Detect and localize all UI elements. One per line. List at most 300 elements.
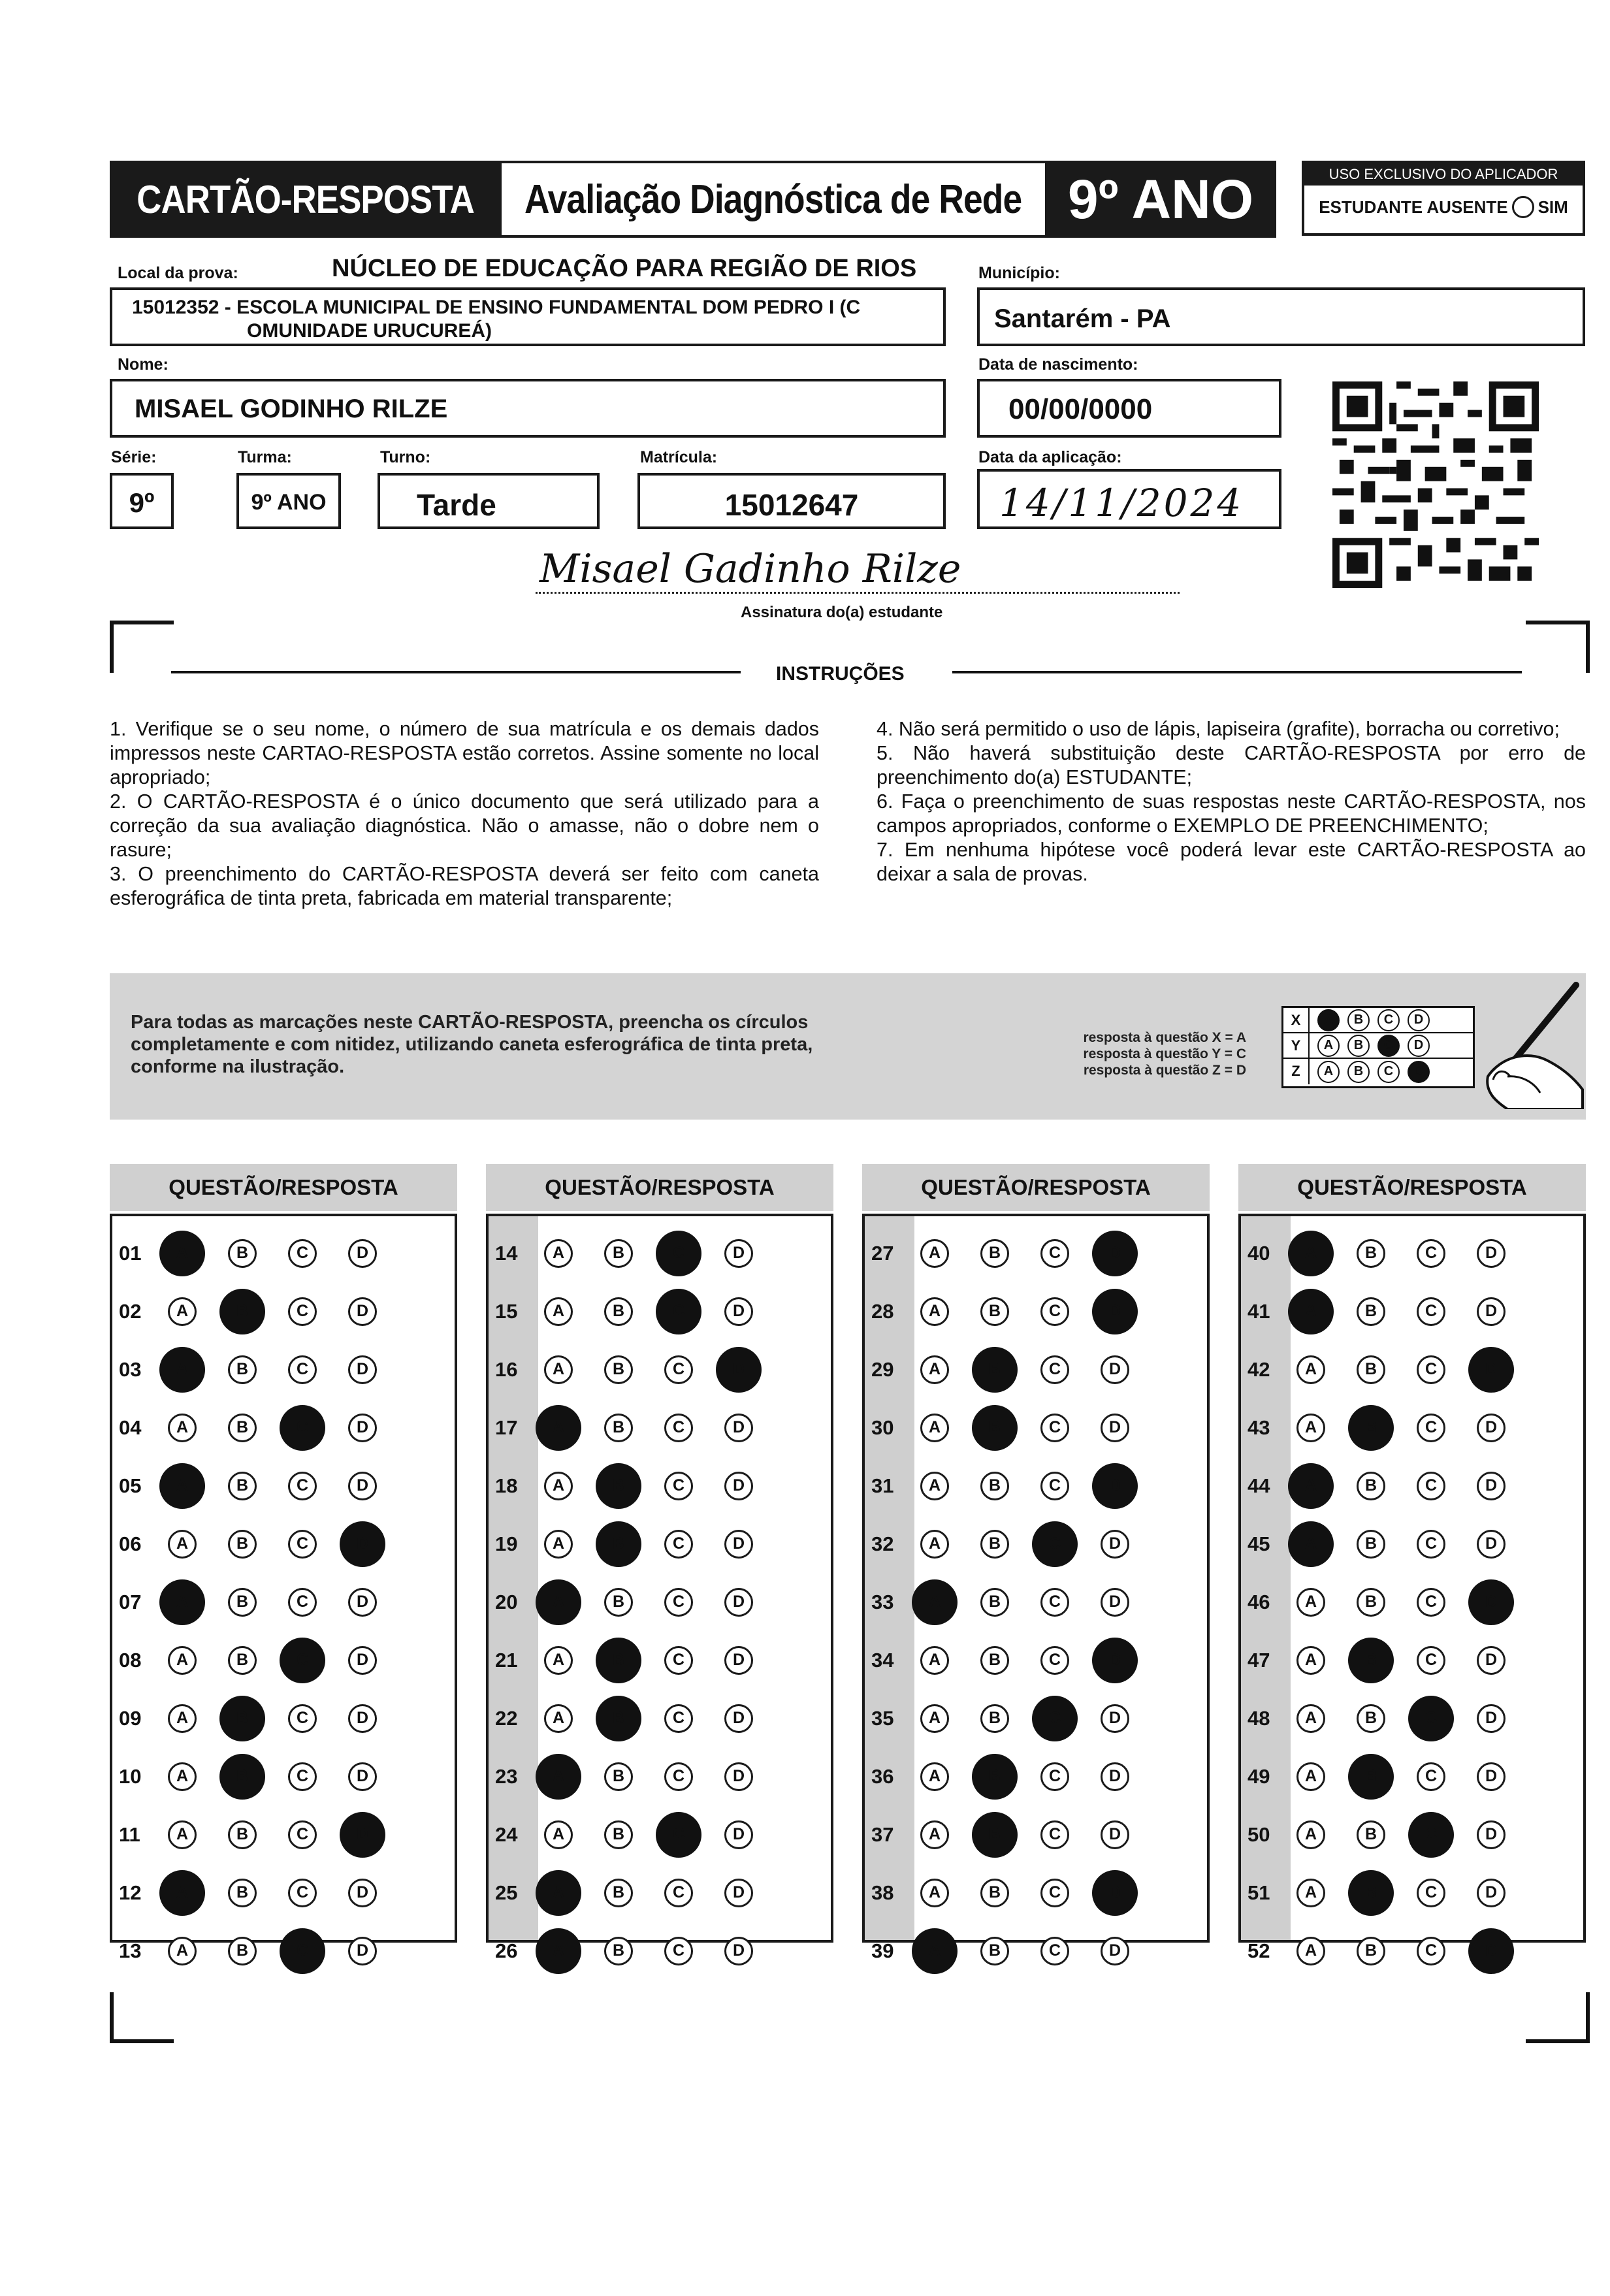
answer-bubble-a[interactable]: A xyxy=(159,1463,205,1509)
answer-bubble-a[interactable]: A xyxy=(1296,1588,1325,1617)
answer-bubble-d[interactable]: D xyxy=(1477,1820,1505,1849)
question-row xyxy=(112,1864,408,1922)
question-row xyxy=(112,1515,408,1573)
answer-bubble-b[interactable]: B xyxy=(219,1696,265,1741)
answer-bubble-b[interactable]: B xyxy=(228,1414,257,1442)
answer-bubble-a[interactable]: A xyxy=(1288,1289,1334,1334)
example-label-y: resposta à questão Y = C xyxy=(1083,1046,1246,1061)
question-number: 26 xyxy=(495,1939,518,1962)
exam-title: Avaliação Diagnóstica de Rede xyxy=(524,176,1022,222)
answer-bubble-d[interactable]: D xyxy=(1101,1937,1129,1965)
answer-bubble-c[interactable]: C xyxy=(664,1937,693,1965)
question-row xyxy=(1241,1747,1537,1805)
answer-bubble-d[interactable]: D xyxy=(1477,1297,1505,1326)
answer-bubble-d[interactable]: D xyxy=(1477,1239,1505,1268)
answer-bubble-a[interactable]: A xyxy=(159,1347,205,1393)
answer-bubble-d[interactable]: D xyxy=(1101,1414,1129,1442)
answer-bubble-b[interactable]: B xyxy=(1357,1297,1385,1326)
answer-bubble-c[interactable]: C xyxy=(1032,1521,1078,1567)
question-number: 44 xyxy=(1248,1474,1270,1497)
answer-bubble-b[interactable]: B xyxy=(980,1704,1009,1733)
answer-bubble-b[interactable]: B xyxy=(980,1646,1009,1675)
answer-bubble-b[interactable]: B xyxy=(980,1239,1009,1268)
answer-bubble-b[interactable]: B xyxy=(219,1289,265,1334)
answer-bubble-d[interactable]: D xyxy=(724,1530,753,1559)
answer-bubble-b[interactable]: B xyxy=(972,1754,1018,1800)
answer-bubble-c[interactable]: C xyxy=(1417,1588,1445,1617)
answer-bubble-c[interactable]: C xyxy=(1040,1937,1069,1965)
answer-bubble-c[interactable]: C xyxy=(1417,1472,1445,1500)
answer-bubble-c[interactable]: C xyxy=(1040,1297,1069,1326)
turno-label: Turno: xyxy=(380,448,431,466)
answer-bubble-d[interactable]: D xyxy=(348,1239,377,1268)
answer-bubble-a[interactable]: A xyxy=(168,1297,197,1326)
question-row xyxy=(489,1864,784,1922)
answer-bubble-a[interactable]: A xyxy=(159,1231,205,1276)
card-title: CARTÃO-RESPOSTA xyxy=(137,177,475,221)
answer-bubble-a[interactable]: A xyxy=(536,1870,581,1916)
answer-bubble-b[interactable]: B xyxy=(972,1812,1018,1858)
answer-bubble-b[interactable]: B xyxy=(1357,1239,1385,1268)
answer-bubble-a[interactable]: A xyxy=(544,1355,573,1384)
example-bubble-a: A xyxy=(1317,1061,1340,1083)
answer-bubble-c[interactable]: C xyxy=(1417,1937,1445,1965)
answer-bubble-b[interactable]: B xyxy=(604,1414,633,1442)
answer-bubble-c[interactable]: C xyxy=(1040,1646,1069,1675)
answer-bubble-d[interactable]: D xyxy=(1101,1530,1129,1559)
absent-checkbox[interactable] xyxy=(1512,196,1534,218)
answer-bubble-c[interactable]: C xyxy=(288,1588,317,1617)
instruction-6: 6. Faça o preenchimento de suas respostas neste CARTÃO-RESPOSTA, nos campos apropriados, conforme o EXEMPLO DE PREENCHIMENTO; xyxy=(877,790,1586,837)
answer-bubble-a[interactable]: A xyxy=(536,1754,581,1800)
answer-bubble-d[interactable]: D xyxy=(1101,1820,1129,1849)
answer-bubble-d[interactable]: D xyxy=(348,1937,377,1965)
answer-bubble-c[interactable]: C xyxy=(288,1239,317,1268)
local-label: Local da prova: xyxy=(118,264,238,282)
answer-bubble-b[interactable]: B xyxy=(1357,1704,1385,1733)
grade-title-block xyxy=(1045,161,1276,238)
answer-bubble-a[interactable]: A xyxy=(1296,1414,1325,1442)
answer-bubble-d[interactable]: D xyxy=(348,1355,377,1384)
answer-bubble-b[interactable]: B xyxy=(604,1879,633,1907)
answer-bubble-c[interactable]: C xyxy=(1040,1820,1069,1849)
question-number: 51 xyxy=(1248,1881,1270,1904)
answer-bubble-c[interactable]: C xyxy=(288,1879,317,1907)
answer-bubble-a[interactable]: A xyxy=(168,1704,197,1733)
answer-bubble-a[interactable]: A xyxy=(1288,1231,1334,1276)
answer-bubble-a[interactable]: A xyxy=(920,1820,949,1849)
answer-bubble-c[interactable]: C xyxy=(1417,1762,1445,1791)
card-title-block xyxy=(110,161,502,238)
answer-bubble-c[interactable]: C xyxy=(280,1638,325,1683)
answer-bubble-c[interactable]: C xyxy=(664,1762,693,1791)
answer-bubble-b[interactable]: B xyxy=(228,1355,257,1384)
question-number: 39 xyxy=(871,1939,894,1962)
question-row xyxy=(112,1282,408,1340)
turma-label: Turma: xyxy=(238,448,292,466)
aplicacao-field[interactable] xyxy=(977,469,1281,529)
answer-bubble-b[interactable]: B xyxy=(1348,1405,1394,1451)
answer-bubble-a[interactable]: A xyxy=(168,1646,197,1675)
question-number: 21 xyxy=(495,1648,518,1672)
answer-bubble-b[interactable]: B xyxy=(604,1937,633,1965)
answer-bubble-c[interactable]: C xyxy=(1040,1762,1069,1791)
answer-bubble-b[interactable]: B xyxy=(1348,1638,1394,1683)
question-number: 45 xyxy=(1248,1532,1270,1555)
banner-text: Para todas as marcações neste CARTÃO-RESPOSTA, preencha os círculos completamente e com nitidez, utilizando caneta esferográfica de tinta preta, conforme na ilustração. xyxy=(131,1012,813,1077)
answer-bubble-a[interactable]: A xyxy=(912,1579,958,1625)
answer-bubble-a[interactable]: A xyxy=(920,1646,949,1675)
answer-bubble-b[interactable]: B xyxy=(228,1937,257,1965)
answer-bubble-a[interactable]: A xyxy=(536,1405,581,1451)
answer-bubble-a[interactable]: A xyxy=(920,1239,949,1268)
answer-column-1 xyxy=(110,1214,457,1962)
answer-bubble-b[interactable]: B xyxy=(980,1472,1009,1500)
answer-bubble-c[interactable]: C xyxy=(1417,1879,1445,1907)
question-number: 48 xyxy=(1248,1706,1270,1730)
instruction-1: 1. Verifique se o seu nome, o número de sua matrícula e os demais dados impressos neste CARTAO-RESPOSTA estão corretos. Assine somente no local apropriado; xyxy=(110,718,819,788)
answer-bubble-a[interactable]: A xyxy=(168,1414,197,1442)
answer-bubble-a[interactable]: A xyxy=(920,1414,949,1442)
example-question-letter: X xyxy=(1283,1008,1310,1032)
answer-bubble-b[interactable]: B xyxy=(228,1820,257,1849)
answer-bubble-a[interactable]: A xyxy=(1296,1704,1325,1733)
question-row xyxy=(489,1922,784,1980)
answer-bubble-d[interactable]: D xyxy=(1092,1231,1138,1276)
applicator-box xyxy=(1302,161,1585,236)
answer-bubble-c[interactable]: C xyxy=(1408,1812,1454,1858)
answer-bubble-b[interactable]: B xyxy=(596,1696,641,1741)
answer-bubble-d[interactable]: D xyxy=(1468,1347,1514,1393)
answer-bubble-b[interactable]: B xyxy=(219,1754,265,1800)
instruction-7: 7. Em nenhuma hipótese você poderá levar este CARTÃO-RESPOSTA ao deixar a sala de provas. xyxy=(877,839,1586,885)
example-row xyxy=(1283,1059,1473,1084)
answer-bubble-d[interactable]: D xyxy=(348,1762,377,1791)
answer-bubble-d[interactable]: D xyxy=(1477,1472,1505,1500)
answer-bubble-c[interactable]: C xyxy=(664,1646,693,1675)
question-number: 34 xyxy=(871,1648,894,1672)
answer-bubble-b[interactable]: B xyxy=(596,1463,641,1509)
answer-bubble-c[interactable]: C xyxy=(280,1928,325,1974)
question-number: 08 xyxy=(119,1648,142,1672)
answer-bubble-b[interactable]: B xyxy=(980,1297,1009,1326)
answer-bubble-b[interactable]: B xyxy=(1348,1870,1394,1916)
answer-bubble-d[interactable]: D xyxy=(716,1347,762,1393)
answer-bubble-d[interactable]: D xyxy=(348,1704,377,1733)
answer-bubble-a[interactable]: A xyxy=(1288,1521,1334,1567)
answer-bubble-d[interactable]: D xyxy=(1101,1355,1129,1384)
answer-bubble-b[interactable]: B xyxy=(1357,1530,1385,1559)
answer-bubble-a[interactable]: A xyxy=(159,1579,205,1625)
turma-value: 9º ANO xyxy=(251,490,327,515)
question-row xyxy=(489,1457,784,1515)
answer-bubble-d[interactable]: D xyxy=(348,1879,377,1907)
answer-bubble-c[interactable]: C xyxy=(656,1289,701,1334)
answer-bubble-c[interactable]: C xyxy=(664,1879,693,1907)
corner-mark-top-left xyxy=(110,621,174,673)
answer-bubble-a[interactable]: A xyxy=(544,1646,573,1675)
answer-bubble-c[interactable]: C xyxy=(664,1704,693,1733)
answer-bubble-a[interactable]: A xyxy=(912,1928,958,1974)
corner-mark-bottom-right xyxy=(1526,1992,1590,2043)
local-title: NÚCLEO DE EDUCAÇÃO PARA REGIÃO DE RIOS xyxy=(332,255,917,282)
answer-bubble-a[interactable]: A xyxy=(920,1297,949,1326)
answer-bubble-c[interactable]: C xyxy=(1417,1530,1445,1559)
answer-bubble-a[interactable]: A xyxy=(1296,1355,1325,1384)
answer-bubble-a[interactable]: A xyxy=(1288,1463,1334,1509)
answer-bubble-d[interactable]: D xyxy=(1477,1414,1505,1442)
answer-bubble-d[interactable]: D xyxy=(1477,1530,1505,1559)
signature-label: Assinatura do(a) estudante xyxy=(741,604,943,621)
answer-bubble-c[interactable]: C xyxy=(288,1820,317,1849)
exam-title-block xyxy=(502,161,1045,238)
answer-bubble-d[interactable]: D xyxy=(1477,1704,1505,1733)
answer-bubble-b[interactable]: B xyxy=(228,1646,257,1675)
question-row xyxy=(865,1399,1161,1457)
question-number: 23 xyxy=(495,1764,518,1788)
answer-bubble-b[interactable]: B xyxy=(1357,1355,1385,1384)
answer-bubble-c[interactable]: C xyxy=(1417,1414,1445,1442)
hand-pen-icon xyxy=(1462,978,1586,1109)
answer-bubble-c[interactable]: C xyxy=(1417,1646,1445,1675)
answer-bubble-c[interactable]: C xyxy=(288,1472,317,1500)
question-number: 07 xyxy=(119,1590,142,1613)
question-row xyxy=(865,1864,1161,1922)
answer-bubble-d[interactable]: D xyxy=(348,1297,377,1326)
question-row xyxy=(865,1805,1161,1864)
example-label-z: resposta à questão Z = D xyxy=(1083,1063,1246,1078)
answer-bubble-b[interactable]: B xyxy=(604,1588,633,1617)
answer-bubble-a[interactable]: A xyxy=(544,1297,573,1326)
answer-bubble-c[interactable]: C xyxy=(1040,1414,1069,1442)
question-row xyxy=(865,1340,1161,1399)
answer-bubble-d[interactable]: D xyxy=(724,1879,753,1907)
answer-bubble-d[interactable]: D xyxy=(1101,1588,1129,1617)
answer-bubble-a[interactable]: A xyxy=(920,1530,949,1559)
answer-bubble-b[interactable]: B xyxy=(972,1347,1018,1393)
answer-bubble-a[interactable]: A xyxy=(920,1472,949,1500)
answer-bubble-d[interactable]: D xyxy=(724,1704,753,1733)
question-row xyxy=(489,1631,784,1689)
instruction-3: 3. O preenchimento do CARTÃO-RESPOSTA deverá ser feito com caneta esferográfica de tinta preta, fabricada em material transparente; xyxy=(110,863,819,909)
answer-bubble-a[interactable]: A xyxy=(159,1870,205,1916)
answer-bubble-d[interactable]: D xyxy=(724,1239,753,1268)
question-number: 46 xyxy=(1248,1590,1270,1613)
answer-bubble-b[interactable]: B xyxy=(596,1638,641,1683)
answer-bubble-a[interactable]: A xyxy=(168,1937,197,1965)
answer-bubble-b[interactable]: B xyxy=(980,1530,1009,1559)
question-row xyxy=(112,1805,408,1864)
answer-bubble-d[interactable]: D xyxy=(1468,1928,1514,1974)
answer-bubble-d[interactable]: D xyxy=(1092,1463,1138,1509)
question-number: 35 xyxy=(871,1706,894,1730)
answer-bubble-b[interactable]: B xyxy=(604,1355,633,1384)
corner-mark-bottom-left xyxy=(110,1992,174,2043)
answer-bubble-c[interactable]: C xyxy=(1040,1239,1069,1268)
answer-bubble-c[interactable]: C xyxy=(1417,1297,1445,1326)
answer-bubble-b[interactable]: B xyxy=(1357,1937,1385,1965)
applicator-only-label: USO EXCLUSIVO DO APLICADOR xyxy=(1304,163,1583,186)
answer-bubble-a[interactable]: A xyxy=(536,1928,581,1974)
answer-bubble-c[interactable]: C xyxy=(1040,1472,1069,1500)
serie-field xyxy=(110,473,174,529)
answer-bubble-b[interactable]: B xyxy=(604,1820,633,1849)
answer-bubble-b[interactable]: B xyxy=(596,1521,641,1567)
question-row xyxy=(489,1340,784,1399)
answer-bubble-a[interactable]: A xyxy=(536,1579,581,1625)
question-number: 29 xyxy=(871,1357,894,1381)
question-number: 09 xyxy=(119,1706,142,1730)
answer-bubble-d[interactable]: D xyxy=(724,1646,753,1675)
answer-bubble-c[interactable]: C xyxy=(288,1762,317,1791)
answer-bubble-a[interactable]: A xyxy=(168,1762,197,1791)
question-number: 15 xyxy=(495,1299,518,1323)
answer-bubble-c[interactable]: C xyxy=(1040,1879,1069,1907)
answer-bubble-d[interactable]: D xyxy=(724,1414,753,1442)
answer-bubble-d[interactable]: D xyxy=(1477,1879,1505,1907)
answer-bubble-b[interactable]: B xyxy=(604,1297,633,1326)
answer-bubble-c[interactable]: C xyxy=(1032,1696,1078,1741)
question-number: 36 xyxy=(871,1764,894,1788)
answer-bubble-a[interactable]: A xyxy=(920,1879,949,1907)
question-number: 49 xyxy=(1248,1764,1270,1788)
example-bubble-c: C xyxy=(1377,1009,1400,1031)
answer-bubble-b[interactable]: B xyxy=(228,1530,257,1559)
answer-bubble-c[interactable]: C xyxy=(1417,1355,1445,1384)
answer-column-4 xyxy=(1238,1214,1586,1962)
answer-bubble-d[interactable]: D xyxy=(1092,1638,1138,1683)
question-row xyxy=(112,1399,408,1457)
answer-bubble-d[interactable]: D xyxy=(340,1521,385,1567)
turno-field xyxy=(378,473,600,529)
question-row xyxy=(1241,1457,1537,1515)
nascimento-value: 00/00/0000 xyxy=(1008,393,1153,425)
answer-bubble-b[interactable]: B xyxy=(228,1472,257,1500)
answer-bubble-a[interactable]: A xyxy=(1296,1879,1325,1907)
answer-bubble-a[interactable]: A xyxy=(544,1530,573,1559)
municipio-value: Santarém - PA xyxy=(994,304,1171,333)
answer-bubble-d[interactable]: D xyxy=(724,1588,753,1617)
answer-bubble-b[interactable]: B xyxy=(980,1879,1009,1907)
answer-bubble-c[interactable]: C xyxy=(664,1530,693,1559)
answer-bubble-a[interactable]: A xyxy=(544,1472,573,1500)
answer-bubble-d[interactable]: D xyxy=(1101,1762,1129,1791)
question-row xyxy=(1241,1689,1537,1747)
question-number: 47 xyxy=(1248,1648,1270,1672)
answer-bubble-d[interactable]: D xyxy=(724,1472,753,1500)
answer-bubble-d[interactable]: D xyxy=(348,1414,377,1442)
answer-bubble-c[interactable]: C xyxy=(656,1231,701,1276)
answer-bubble-d[interactable]: D xyxy=(348,1472,377,1500)
answer-bubble-b[interactable]: B xyxy=(604,1762,633,1791)
answer-bubble-a[interactable]: A xyxy=(544,1239,573,1268)
answer-bubble-c[interactable]: C xyxy=(288,1297,317,1326)
question-number: 32 xyxy=(871,1532,894,1555)
answer-bubble-a[interactable]: A xyxy=(920,1704,949,1733)
answer-bubble-c[interactable]: C xyxy=(1040,1588,1069,1617)
nascimento-field xyxy=(977,379,1281,438)
answer-bubble-c[interactable]: C xyxy=(288,1704,317,1733)
answer-bubble-b[interactable]: B xyxy=(1348,1754,1394,1800)
answer-bubble-a[interactable]: A xyxy=(1296,1646,1325,1675)
answer-bubble-c[interactable]: C xyxy=(288,1355,317,1384)
answer-bubble-c[interactable]: C xyxy=(288,1530,317,1559)
question-row xyxy=(1241,1631,1537,1689)
qr-code-icon xyxy=(1332,381,1539,588)
answer-bubble-a[interactable]: A xyxy=(1296,1820,1325,1849)
answer-bubble-d[interactable]: D xyxy=(724,1297,753,1326)
question-number: 04 xyxy=(119,1415,142,1439)
answer-bubble-a[interactable]: A xyxy=(168,1530,197,1559)
question-row xyxy=(1241,1340,1537,1399)
answer-bubble-c[interactable]: C xyxy=(664,1414,693,1442)
answer-bubble-a[interactable]: A xyxy=(920,1762,949,1791)
answer-bubble-c[interactable]: C xyxy=(664,1355,693,1384)
answer-bubble-a[interactable]: A xyxy=(168,1820,197,1849)
answer-bubble-c[interactable]: C xyxy=(664,1472,693,1500)
question-row xyxy=(112,1573,408,1631)
answer-bubble-a[interactable]: A xyxy=(1296,1937,1325,1965)
answer-bubble-d[interactable]: D xyxy=(348,1588,377,1617)
question-number: 24 xyxy=(495,1822,518,1846)
answer-bubble-d[interactable]: D xyxy=(1092,1870,1138,1916)
question-row xyxy=(489,1515,784,1573)
question-number: 41 xyxy=(1248,1299,1270,1323)
answer-bubble-b[interactable]: B xyxy=(1357,1588,1385,1617)
question-row xyxy=(112,1631,408,1689)
answer-bubble-c[interactable]: C xyxy=(1408,1696,1454,1741)
answer-bubble-d[interactable]: D xyxy=(1468,1579,1514,1625)
answer-bubble-d[interactable]: D xyxy=(340,1812,385,1858)
answer-bubble-d[interactable]: D xyxy=(724,1820,753,1849)
answer-bubble-d[interactable]: D xyxy=(724,1762,753,1791)
answer-bubble-b[interactable]: B xyxy=(604,1239,633,1268)
answer-bubble-d[interactable]: D xyxy=(1101,1704,1129,1733)
question-row xyxy=(112,1224,408,1282)
example-row xyxy=(1283,1008,1473,1033)
answer-bubble-c[interactable]: C xyxy=(280,1405,325,1451)
question-row xyxy=(112,1689,408,1747)
answer-bubble-b[interactable]: B xyxy=(1357,1820,1385,1849)
answer-bubble-d[interactable]: D xyxy=(1477,1646,1505,1675)
instruction-2: 2. O CARTÃO-RESPOSTA é o único documento que será utilizado para a correção da sua avaliação diagnóstica. Não o amasse, não o dobre nem o rasure; xyxy=(110,790,819,861)
answer-bubble-b[interactable]: B xyxy=(980,1588,1009,1617)
answer-bubble-a[interactable]: A xyxy=(920,1355,949,1384)
question-row xyxy=(1241,1224,1537,1282)
corner-mark-top-right xyxy=(1526,621,1590,673)
answer-bubble-b[interactable]: B xyxy=(980,1937,1009,1965)
question-number: 25 xyxy=(495,1881,518,1904)
answer-bubble-b[interactable]: B xyxy=(228,1879,257,1907)
answer-bubble-c[interactable]: C xyxy=(1040,1355,1069,1384)
answer-bubble-b[interactable]: B xyxy=(972,1405,1018,1451)
question-number: 20 xyxy=(495,1590,518,1613)
answer-bubble-b[interactable]: B xyxy=(228,1239,257,1268)
answer-bubble-c[interactable]: C xyxy=(656,1812,701,1858)
answer-bubble-a[interactable]: A xyxy=(544,1704,573,1733)
question-number: 42 xyxy=(1248,1357,1270,1381)
answer-bubble-d[interactable]: D xyxy=(348,1646,377,1675)
answer-bubble-a[interactable]: A xyxy=(1296,1762,1325,1791)
answer-bubble-c[interactable]: C xyxy=(664,1588,693,1617)
answer-bubble-d[interactable]: D xyxy=(724,1937,753,1965)
answer-bubble-b[interactable]: B xyxy=(228,1588,257,1617)
answer-bubble-a[interactable]: A xyxy=(544,1820,573,1849)
answer-bubble-c[interactable]: C xyxy=(1417,1239,1445,1268)
answer-bubble-b[interactable]: B xyxy=(1357,1472,1385,1500)
answer-bubble-d[interactable]: D xyxy=(1477,1762,1505,1791)
answer-bubble-d[interactable]: D xyxy=(1092,1289,1138,1334)
